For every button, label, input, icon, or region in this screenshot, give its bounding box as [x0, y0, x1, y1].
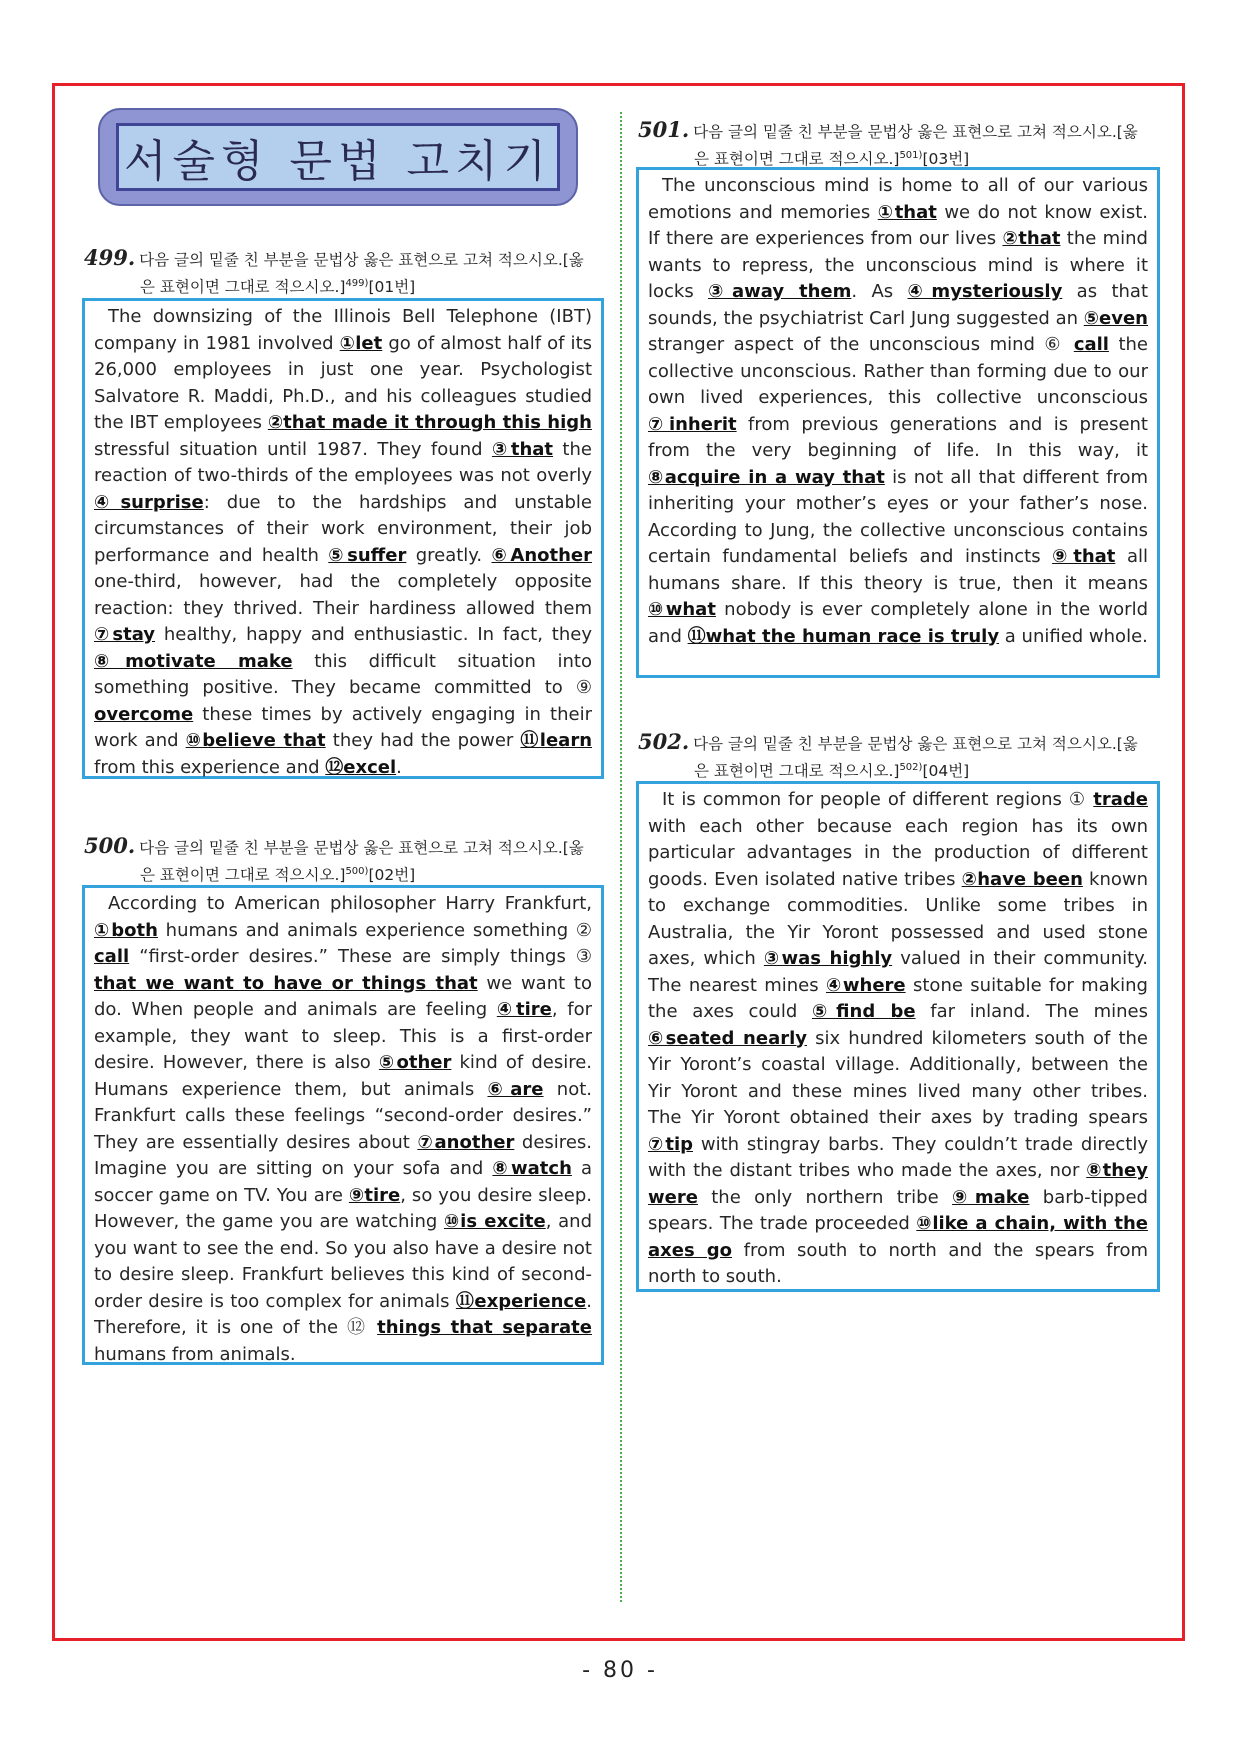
question-header-500 — [84, 834, 614, 887]
question-tag: [02번] — [368, 866, 416, 885]
underlined-item: ③was highly — [763, 948, 893, 969]
underlined-item: ②have been — [961, 868, 1083, 890]
underlined-item: ⑪experience — [455, 1290, 587, 1312]
page-number: - 80 - — [582, 1658, 658, 1683]
footnote-ref: 500) — [345, 866, 369, 877]
underlined-item: ①both — [94, 919, 158, 941]
underlined-item: ⑤suffer — [328, 544, 407, 566]
underlined-item: ⑥are — [487, 1078, 544, 1100]
underlined-item: ⑪learn — [520, 730, 593, 751]
question-instruction: 다음 글의 밑줄 친 부분을 문법상 옳은 표현으로 고쳐 적으시오.[옳 — [139, 251, 584, 269]
underlined-item: ④where — [826, 974, 906, 996]
underlined-item: ③away them — [708, 281, 852, 302]
passage-box-501 — [636, 167, 1160, 678]
underlined-item: ③that — [491, 438, 554, 460]
question-number: 500. — [84, 833, 136, 858]
question-tag: [04번] — [922, 762, 970, 781]
underlined-item: call — [1073, 334, 1109, 355]
underlined-item: ①that — [877, 201, 937, 223]
question-header-499 — [84, 246, 614, 299]
question-instruction: 다음 글의 밑줄 친 부분을 문법상 옳은 표현으로 고쳐 적으시오.[옳 — [693, 123, 1138, 141]
question-header-501 — [638, 118, 1178, 171]
passage-text: It is common for people of different regions ① trade with each other because each region has its own particular advantages in the production of different goods. Even isolated native tribes ②have been known to exchange commodities. Unlike some tribes in Australia, the Yir Yoront possessed and used stone axes, which ③was highly valued in their community. The nearest mines ④where stone suitable for making the axes could ⑤find be far inland. The mines ⑥seated nearly six hundred kilometers south of the Yir Yoront’s coastal village. Additionally, between the Yir Yoront and these mines lived many other tribes. The Yir Yoront obtained their axes by trading spears ⑦tip with stingray barbs. They couldn’t trade directly with the distant tribes who made the axes, nor ⑧they were the only northern tribe ⑨make barb-tipped spears. The trade proceeded ⑩like a chain, with the axes go from south to north and the spears from north to south. — [648, 789, 1149, 1287]
underlined-item: ①let — [339, 332, 383, 354]
underlined-item: that we want to have or things that — [94, 972, 478, 994]
underlined-item: call — [94, 946, 130, 967]
footnote-ref: 499) — [345, 278, 369, 289]
question-instruction: 다음 글의 밑줄 친 부분을 문법상 옳은 표현으로 고쳐 적으시오.[옳 — [693, 735, 1138, 753]
footnote-ref: 502) — [899, 762, 923, 773]
underlined-item: ⑪what the human race is truly — [687, 625, 1000, 647]
underlined-item: ⑧motivate make — [94, 650, 293, 672]
underlined-item: ④surprise — [94, 491, 204, 513]
underlined-item: ⑩believe that — [185, 730, 326, 751]
question-number: 502. — [638, 729, 690, 754]
underlined-item: ⑩like a chain, with the axes go — [648, 1213, 1148, 1261]
question-instruction: 다음 글의 밑줄 친 부분을 문법상 옳은 표현으로 고쳐 적으시오.[옳 — [139, 839, 584, 857]
passage-box-502 — [636, 781, 1160, 1292]
passage-box-499 — [82, 298, 604, 779]
question-instruction-cont: 은 표현이면 그대로 적으시오.] — [140, 278, 346, 297]
underlined-item: ⑨tire — [348, 1184, 401, 1206]
underlined-item: ⑦another — [417, 1131, 515, 1153]
underlined-item: ⑨that — [1052, 546, 1116, 567]
underlined-item: ⑨make — [952, 1186, 1030, 1208]
underlined-item: ⑧watch — [492, 1158, 572, 1179]
title-banner-inner — [116, 123, 560, 191]
underlined-item: overcome — [94, 703, 194, 725]
question-tag: [01번] — [368, 278, 416, 297]
footnote-ref: 501) — [899, 150, 923, 161]
underlined-item: ④tire — [496, 999, 552, 1020]
question-instruction-cont: 은 표현이면 그대로 적으시오.] — [694, 762, 900, 781]
underlined-item: ⑥seated nearly — [648, 1027, 808, 1049]
passage-text: The downsizing of the Illinois Bell Telephone (IBT) company in 1981 involved ①let go of almost half of its 26,000 employees in just one year. Psychologist Salvatore R. Maddi, Ph.D., and his colleagues studied the IBT employees ②that made it through this high stressful situation until 1987. They found ③that the reaction of two-thirds of the employees was not overly ④surprise: due to the hardships and unstable circumstances of their work environment, their job performance and health ⑤suffer greatly. ⑥Another one-third, however, had the completely opposite reaction: they thrived. Their hardiness allowed them ⑦stay healthy, happy and enthusiastic. In fact, they ⑧motivate make this difficult situation into something positive. They became committed to ⑨ overcome these times by actively engaging in their work and ⑩believe that they had the power ⑪learn from this experience and ⑫excel. — [94, 306, 593, 778]
underlined-item: ②that — [1002, 228, 1061, 249]
question-instruction-cont: 은 표현이면 그대로 적으시오.] — [140, 866, 346, 885]
underlined-item: ⑧acquire in a way that — [648, 466, 885, 488]
underlined-item: ②that made it through this high — [267, 412, 592, 433]
underlined-item: ⑦tip — [648, 1133, 694, 1155]
underlined-item: ⑤even — [1083, 307, 1148, 329]
question-number: 499. — [84, 245, 136, 270]
question-header-502 — [638, 730, 1178, 783]
underlined-item: ⑧they were — [648, 1160, 1148, 1208]
underlined-item: ⑩is excite — [443, 1211, 546, 1232]
question-number: 501. — [638, 117, 690, 142]
column-divider — [620, 112, 622, 1602]
underlined-item: ⑤other — [378, 1052, 452, 1073]
page-title: 서술형 문법 고치기 — [123, 136, 552, 187]
passage-text: The unconscious mind is home to all of our various emotions and memories ①that we do not know exist. If there are experiences from our lives ②that the mind wants to repress, the unconscious mind is where it locks ③away them. As ④mysteriously as that sounds, the psychiatrist Carl Jung suggested an ⑤even stranger aspect of the unconscious mind ⑥ call the collective unconscious. Rather than forming due to our own lived experiences, this collective unconscious ⑦inherit from previous generations and is present from the very beginning of life. In this way, it ⑧acquire in a way that is not all that different from inheriting your mother’s eyes or your father’s nose. According to Jung, the collective unconscious contains certain fundamental beliefs and instincts ⑨that all humans share. If this theory is true, then it means ⑩what nobody is ever completely alone in the world and ⑪what the human race is truly a unified whole. — [648, 175, 1148, 647]
underlined-item: things that separate — [377, 1317, 592, 1338]
passage-text: According to American philosopher Harry Frankfurt, ①both humans and animals experience something ② call “first-order desires.” These are simply things ③ that we want to have or things that we want to do. When people and animals are feeling ④tire, for example, they want to sleep. This is a first-order desire. However, there is also ⑤other kind of desire. Humans experience them, but animals ⑥are not. Frankfurt calls these feelings “second-order desires.” They are essentially desires about ⑦another desires. Imagine you are sitting on your sofa and ⑧watch a soccer game on TV. You are ⑨tire, so you desire sleep. However, the game you are watching ⑩is excite, and you want to see the end. So you also have a desire not to desire sleep. Frankfurt believes this kind of second-order desire is too complex for animals ⑪experience. Therefore, it is one of the ⑫ things that separate humans from animals. — [94, 893, 593, 1365]
underlined-item: trade — [1093, 789, 1148, 810]
underlined-item: ④mysteriously — [907, 281, 1063, 302]
underlined-item: ⑦inherit — [648, 413, 737, 435]
question-instruction-cont: 은 표현이면 그대로 적으시오.] — [694, 150, 900, 169]
passage-box-500 — [82, 885, 604, 1365]
underlined-item: ⑦stay — [94, 624, 156, 645]
underlined-item: ⑤find be — [811, 1001, 916, 1022]
underlined-item: ⑩what — [648, 599, 716, 620]
underlined-item: ⑥Another — [491, 544, 593, 566]
title-banner — [98, 108, 578, 206]
underlined-item: ⑫excel — [325, 756, 397, 778]
question-tag: [03번] — [922, 150, 970, 169]
